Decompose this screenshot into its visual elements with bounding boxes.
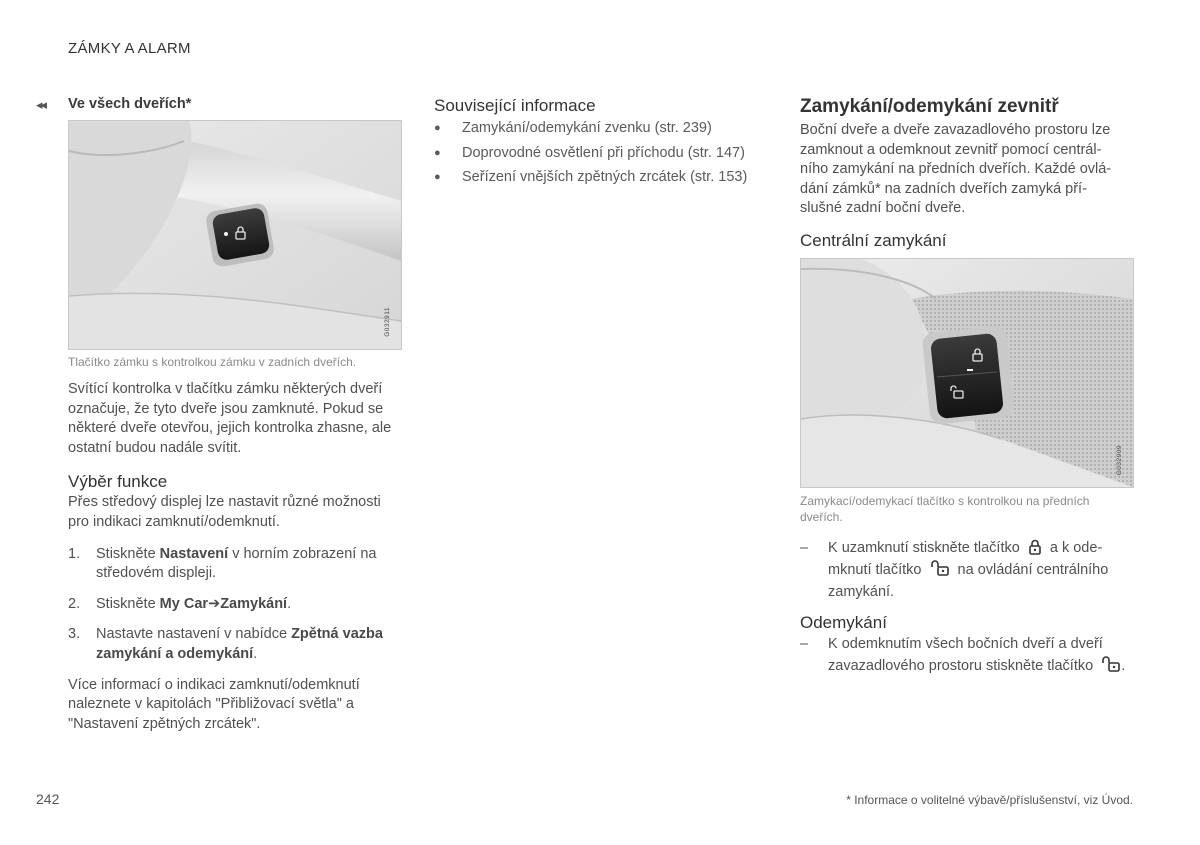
settings-label: Nastavení (159, 545, 229, 562)
figure-caption: Tlačítko zámku s kontrolkou zámku v zadních dveřích. (68, 355, 357, 369)
related-info-list (434, 116, 770, 190)
central-locking-title: Centrální zamykání (800, 230, 947, 250)
lock-closed-icon (1028, 539, 1042, 555)
related-info-title: Související informace (434, 96, 596, 115)
page-number: 242 (36, 791, 60, 807)
left-column (68, 96, 404, 734)
my-car-label: My Car (159, 595, 209, 612)
figure-caption: Zamykací/odemykací tlačítko s kontrolkou na předních dveřích. (800, 493, 1090, 524)
related-link[interactable]: ● Doprovodné osvětlení při příchodu (str. 147) (434, 141, 770, 166)
right-column (800, 96, 1136, 677)
related-link[interactable]: ● Zamykání/odemykání zvenku (str. 239) (434, 116, 770, 141)
more-info-paragraph: Více informací o indikaci zamknutí/odemknutí naleznete v kapitolách "Přibližovací světla" a "Nastavení zpětných zrcátek". (68, 676, 360, 732)
step-item (68, 595, 404, 615)
continuation-marker: ◂◂ (36, 97, 46, 112)
footnote: * Informace o volitelné výbavě/příslušenství, viz Úvod. (846, 793, 1133, 807)
locking-label: Zamykání (220, 595, 288, 612)
rear-door-heading: Ve všech dveřích* (68, 96, 192, 112)
step-number: 2. (68, 595, 81, 612)
arrow-right-icon: ➔ (208, 595, 221, 612)
dash-marker: – (800, 635, 809, 652)
rear-door-lock-illustration (69, 121, 401, 349)
function-selection-intro: Přes středový displej lze nastavit různé možnosti pro indikaci zamknutí/odemknutí. (68, 494, 381, 530)
feedback-label: Zpětná vazba zamykání a odemykání (96, 626, 383, 662)
step-text: Stiskněte My Car➔Zamykání. (96, 595, 292, 612)
inside-locking-intro: Boční dveře a dveře zavazadlového prostoru lze zamknout a odemknout zevnitř pomocí centrál-ního zamykání na předních dveřích. Každé ovlá-dání zámků* na zadních dveřích zamyká pří-slušné zadní boční dveře. (800, 122, 1112, 217)
unlock-instruction: – K odemknutím všech bočních dveří a dveří zavazadlového prostoru stiskněte tlačítko . (800, 633, 1136, 677)
rear-door-lock-figure (68, 120, 402, 350)
bullet-icon: ● (434, 171, 441, 183)
indicator-paragraph: Svítící kontrolka v tlačítku zámku některých dveří označuje, že tyto dveře jsou zamknuté. Pokud se některé dveře otevřou, jejich kontrolka zhasne, ale ostatní budou nadále svítit. (68, 381, 392, 456)
step-item (68, 545, 404, 584)
function-selection-title: Výběr funkce (68, 472, 168, 492)
front-door-lock-illustration (801, 259, 1133, 487)
unlocking-title: Odemykání (800, 612, 887, 632)
dash-marker: – (800, 539, 809, 556)
figure-code: G032909 (1116, 444, 1123, 475)
bullet-icon: ● (434, 146, 441, 159)
steps-list (68, 545, 404, 665)
step-number: 1. (68, 545, 81, 562)
step-text: Stiskněte Nastavení v horním zobrazení na středovém displeji. (96, 545, 377, 582)
related-link[interactable]: ● Seřízení vnějších zpětných zrcátek (str. 153) (434, 165, 770, 190)
figure-code: G032911 (384, 307, 391, 337)
middle-column (434, 96, 770, 190)
lock-instruction: – K uzamknutí stiskněte tlačítko a k ode-mknutí tlačítko na ovládání centrálního zamykání. (800, 537, 1136, 603)
bullet-icon: ● (434, 122, 441, 134)
step-item (68, 625, 404, 664)
lock-open-icon (1101, 655, 1121, 673)
front-door-lock-figure (800, 258, 1134, 488)
lock-open-icon (930, 559, 950, 577)
step-number: 3. (68, 626, 81, 643)
chapter-title: ZÁMKY A ALARM (68, 40, 191, 57)
step-text: Nastavte nastavení v nabídce Zpětná vazba zamykání a odemykání. (96, 626, 383, 662)
inside-locking-title: Zamykání/odemykání zevnitř (800, 96, 1059, 117)
